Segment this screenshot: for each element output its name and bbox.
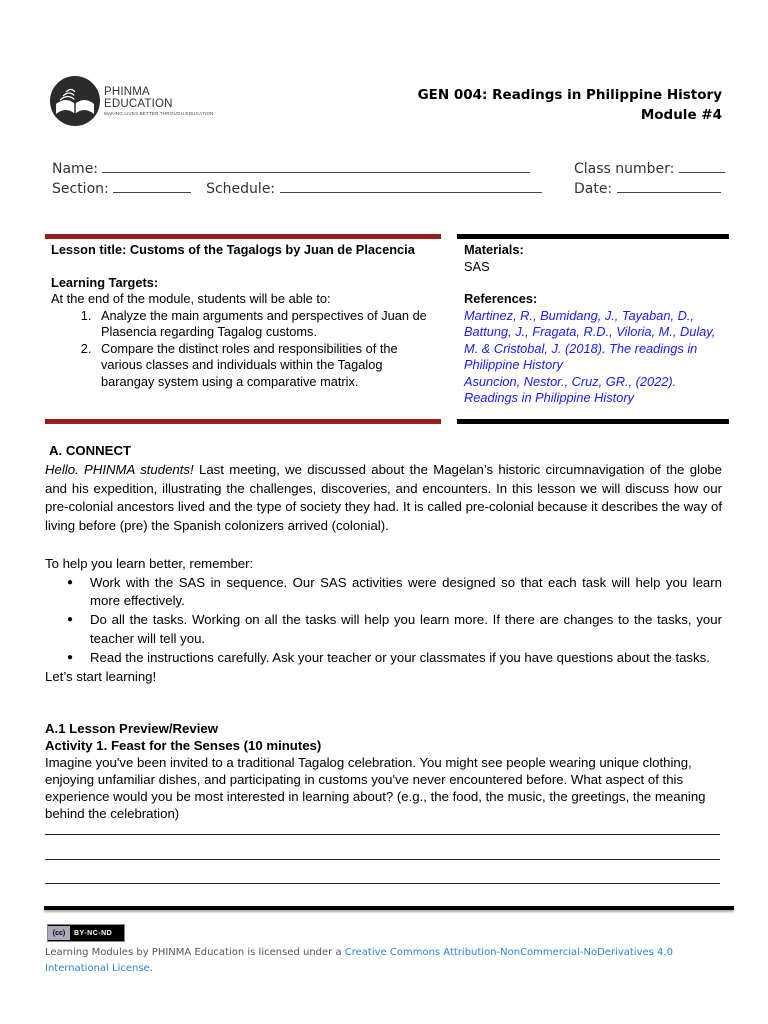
license-link[interactable]: Creative Commons Attribution-NonCommercial-NoDerivatives 4.0 International License: [45, 947, 673, 974]
date-label: Date:: [574, 181, 613, 197]
phinma-logo: [48, 74, 218, 128]
remember-item: ● Read the instructions carefully. Ask your teacher or your classmates if you have questions about the tasks.: [89, 649, 722, 668]
learning-target-item: 2. Compare the distinct roles and responsibilities of the various classes and individuals within the Tagalog barangay system using a comparative matrix.: [95, 341, 435, 391]
license-text: [45, 945, 735, 977]
schedule-blank[interactable]: [280, 178, 542, 193]
learning-targets-heading: Learning Targets:: [51, 274, 159, 290]
connect-section: [45, 442, 722, 686]
remember-item: ● Do all the tasks. Working on all the tasks will help you learn more. If there are changes to the tasks, your teacher will tell you.: [89, 611, 722, 649]
name-blank[interactable]: [102, 158, 530, 173]
activity-title: Activity 1. Feast for the Senses (10 minutes): [45, 738, 322, 753]
learning-targets-list: [51, 308, 435, 391]
logo-name: PHINMA EDUCATION: [104, 86, 173, 110]
connect-paragraph-text: Last meeting, we discussed about the Magelan’s historic circumnavigation of the globe and his expedition, illustrating the challenges, discoveries, and encounters. In this lesson we will discuss how our pre-colonial ancestors lived and the type of society they had. It is called pre-colonial because it describes the way of living before (pre) the Spanish colonizers arrived (colonial).: [45, 461, 723, 534]
references-heading: References:: [464, 291, 538, 306]
remember-item: ● Work with the SAS in sequence. Our SAS activities were designed so that each task will help you learn more effectively.: [89, 574, 722, 612]
cc-terms: BY-NC-ND: [74, 929, 113, 937]
module-number: Module #4: [640, 107, 722, 123]
reference-item: Martinez, R., Bumidang, J., Tayaban, D., Battung, J., Fragata, R.D., Viloria, M., Dulay, M. & Cristobal, J. (2018). The readings in Philippine History: [464, 307, 716, 372]
cc-license-badge[interactable]: [47, 924, 125, 942]
section-schedule-row: [52, 178, 542, 199]
materials-value: SAS: [464, 258, 490, 274]
schedule-label: Schedule:: [206, 181, 276, 197]
learning-target-item: 1. Analyze the main arguments and perspectives of Juan de Plasencia regarding Tagalog customs.: [95, 308, 435, 341]
class-number-field[interactable]: [574, 158, 725, 179]
footer-divider: [44, 906, 734, 910]
remember-list: [45, 574, 722, 668]
closing-line: Let’s start learning!: [45, 668, 157, 684]
activity-section: [45, 720, 722, 822]
date-field[interactable]: [574, 178, 721, 199]
answer-line[interactable]: [45, 859, 720, 860]
name-label: Name:: [52, 161, 99, 177]
course-title: GEN 004: Readings in Philippine History: [417, 87, 722, 103]
section-blank[interactable]: [113, 178, 191, 193]
license-prefix: Learning Modules by PHINMA Education is licensed under a: [45, 947, 345, 958]
reference-item: Asuncion, Nestor., Cruz, GR., (2022). Readings in Philippine History: [464, 373, 677, 405]
class-number-label: Class number:: [574, 161, 675, 177]
answer-line[interactable]: [45, 883, 720, 884]
answer-line[interactable]: [45, 834, 720, 835]
lesson-preview-heading: A.1 Lesson Preview/Review: [45, 721, 218, 736]
lesson-box: [45, 234, 441, 424]
course-header: [418, 85, 722, 125]
cc-icon: (cc): [48, 926, 70, 940]
connect-heading: A. CONNECT: [49, 443, 132, 458]
connect-paragraph: [45, 461, 722, 536]
class-number-blank[interactable]: [679, 158, 725, 173]
activity-prompt: Imagine you've been invited to a traditional Tagalog celebration. You might see people wearing unique clothing, enjoying unfamiliar dishes, and participating in customs you've never encountered before. What aspect of this experience would you be most interested in learning about? (e.g., the food, the music, the greetings, the meaning behind the celebration): [45, 755, 706, 821]
lesson-title: Lesson title: Customs of the Tagalogs by Juan de Placencia: [51, 242, 415, 257]
phinma-book-icon: [48, 74, 102, 128]
remember-intro: To help you learn better, remember:: [45, 555, 254, 571]
greeting: Hello. PHINMA students!: [45, 461, 194, 477]
license-suffix: .: [149, 963, 153, 974]
materials-heading: Materials:: [464, 242, 524, 257]
section-label: Section:: [52, 181, 109, 197]
logo-tagline: MAKING LIVES BETTER THROUGH EDUCATION: [104, 111, 214, 116]
name-field[interactable]: [52, 158, 530, 179]
date-blank[interactable]: [617, 178, 721, 193]
learning-targets-intro: At the end of the module, students will be able to:: [51, 291, 331, 306]
materials-box: [457, 234, 729, 424]
